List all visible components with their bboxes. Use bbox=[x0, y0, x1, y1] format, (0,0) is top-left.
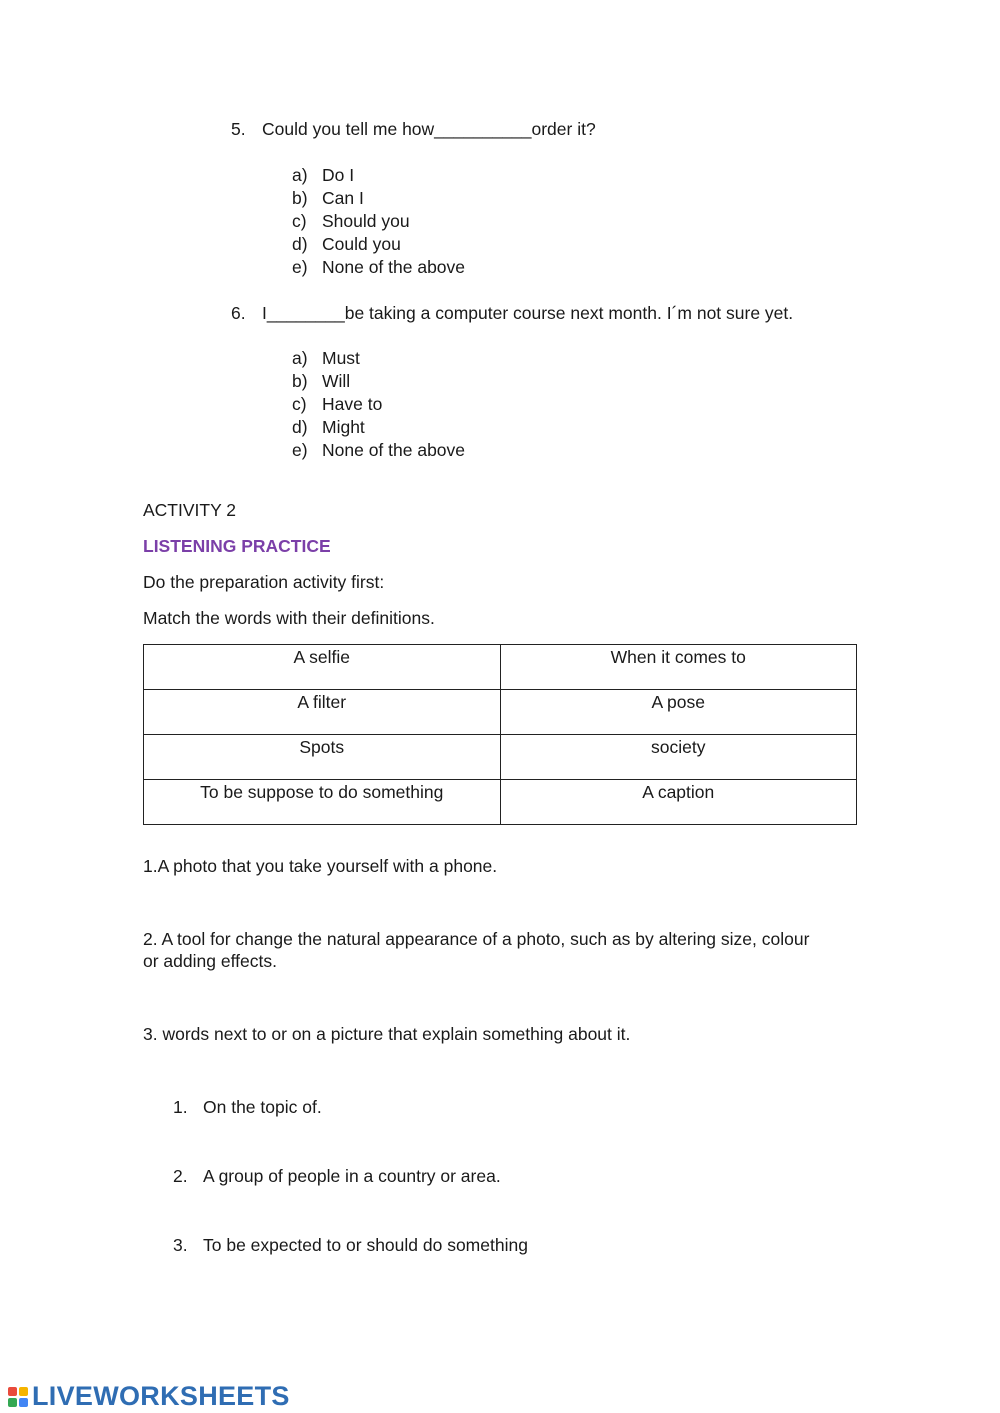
option-text: Do I bbox=[322, 165, 355, 185]
option-letter: c) bbox=[292, 394, 307, 414]
option-letter: b) bbox=[292, 188, 308, 208]
table-cell: A filter bbox=[144, 690, 501, 735]
option-text: Can I bbox=[322, 188, 364, 208]
question-number: 6. bbox=[231, 303, 246, 323]
instruction-text: Match the words with their definitions. bbox=[143, 608, 435, 628]
table-cell: When it comes to bbox=[500, 645, 857, 690]
option-letter: c) bbox=[292, 211, 307, 231]
list-item: To be expected to or should do something bbox=[203, 1235, 528, 1255]
instruction-text: Do the preparation activity first: bbox=[143, 572, 385, 592]
option-letter: e) bbox=[292, 440, 308, 460]
option-text: Will bbox=[322, 371, 351, 391]
table-cell: Spots bbox=[144, 735, 501, 780]
option-letter: d) bbox=[292, 234, 308, 254]
match-table bbox=[143, 644, 857, 825]
option-text: None of the above bbox=[322, 257, 466, 277]
definition-text: or adding effects. bbox=[143, 951, 277, 971]
table-row bbox=[144, 780, 857, 825]
option-letter: d) bbox=[292, 417, 308, 437]
table-cell: To be suppose to do something bbox=[144, 780, 501, 825]
table-cell: society bbox=[500, 735, 857, 780]
option-letter: a) bbox=[292, 348, 308, 368]
option-text: Might bbox=[322, 417, 365, 437]
option-letter: e) bbox=[292, 257, 308, 277]
table-cell: A pose bbox=[500, 690, 857, 735]
option-letter: a) bbox=[292, 165, 308, 185]
activity-subheading: LISTENING PRACTICE bbox=[143, 536, 331, 556]
list-number: 1. bbox=[173, 1097, 188, 1117]
activity-heading: ACTIVITY 2 bbox=[143, 500, 237, 520]
list-number: 3. bbox=[173, 1235, 188, 1255]
liveworksheets-logo[interactable] bbox=[8, 1381, 290, 1412]
option-text: None of the above bbox=[322, 440, 466, 460]
table-row bbox=[144, 645, 857, 690]
list-number: 2. bbox=[173, 1166, 188, 1186]
definition-text: 2. A tool for change the natural appearance of a photo, such as by altering size, colour bbox=[143, 929, 810, 949]
option-text: Could you bbox=[322, 234, 401, 254]
definition-text: 3. words next to or on a picture that explain something about it. bbox=[143, 1024, 631, 1044]
option-text: Must bbox=[322, 348, 360, 368]
definition-text: 1.A photo that you take yourself with a phone. bbox=[143, 856, 498, 876]
question-text: Could you tell me how__________order it? bbox=[262, 119, 596, 139]
list-item: A group of people in a country or area. bbox=[203, 1166, 501, 1186]
table-cell: A selfie bbox=[144, 645, 501, 690]
option-letter: b) bbox=[292, 371, 308, 391]
option-text: Should you bbox=[322, 211, 410, 231]
table-row bbox=[144, 690, 857, 735]
logo-text: LIVEWORKSHEETS bbox=[32, 1381, 290, 1411]
question-number: 5. bbox=[231, 119, 246, 139]
table-cell: A caption bbox=[500, 780, 857, 825]
option-text: Have to bbox=[322, 394, 383, 414]
question-text: I________be taking a computer course next month. I´m not sure yet. bbox=[262, 303, 794, 323]
list-item: On the topic of. bbox=[203, 1097, 322, 1117]
table-row bbox=[144, 735, 857, 780]
logo-mark-icon bbox=[8, 1387, 28, 1407]
